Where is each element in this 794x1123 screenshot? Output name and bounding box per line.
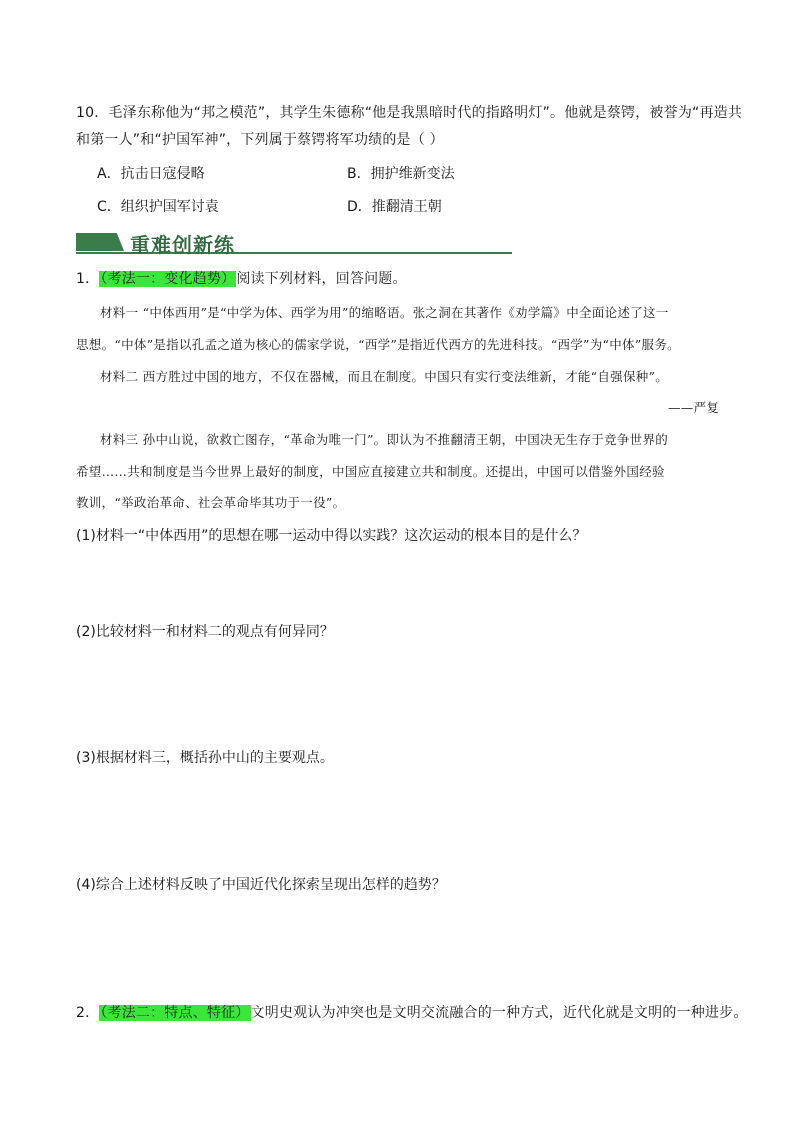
q1-material2-source: ——严复	[668, 400, 720, 415]
q1-material1-line1: 材料一 “中体西用”是“中学为体、西学为用”的缩略语。张之洞在其著作《劝学篇》中全面论述了这一	[100, 305, 669, 320]
q1-stem-line	[76, 269, 407, 289]
q1-material3-line3: 教训，“举政治革命、社会革命毕其功于一役”。	[76, 495, 346, 510]
q2-stem-line	[76, 1003, 748, 1023]
q1-material1-line2: 思想。“中体”是指以孔孟之道为核心的儒家学说，“西学”是指近代西方的先进科技。“西学”为“中体”服务。	[76, 337, 680, 352]
section-banner-bar	[76, 233, 124, 251]
q1-stem: 阅读下列材料，回答问题。	[236, 271, 407, 287]
q10-option-b[interactable]: B．拥护维新变法	[347, 166, 455, 182]
q10-line2: 和第一人”和“护国军神”，下列属于蔡锷将军功绩的是（ ）	[76, 132, 444, 148]
q1-material3-line2: 希望……共和制度是当今世界上最好的制度，中国应直接建立共和制度。还提出，中国可以借鉴外国经验	[76, 464, 665, 479]
q10-option-c[interactable]: C．组织护国军讨袁	[97, 199, 219, 215]
q1-tag-badge: （考法一：变化趋势）	[100, 271, 236, 287]
q10-option-d[interactable]: D．推翻清王朝	[347, 199, 442, 215]
q1-material3-line1: 材料三 孙中山说，欲救亡图存，“革命为唯一门”。即认为不推翻清王朝，中国决无生存于竞争世界的	[100, 432, 669, 447]
q2-number: 2．	[76, 1005, 100, 1021]
q1-subquestion-4: (4)综合上述材料反映了中国近代化探索呈现出怎样的趋势？	[76, 877, 446, 893]
q1-subquestion-2: (2)比较材料一和材料二的观点有何异同？	[76, 624, 334, 640]
q2-tag-badge: （考法二：特点、特征）	[100, 1005, 250, 1021]
q2-stem: 文明史观认为冲突也是文明交流融合的一种方式，近代化就是文明的一种进步。	[250, 1005, 748, 1021]
q1-material2-line1: 材料二 西方胜过中国的地方，不仅在器械，而且在制度。中国只有实行变法维新，才能“自强保种”。	[100, 369, 669, 384]
q1-subquestion-3: (3)根据材料三，概括孙中山的主要观点。	[76, 750, 334, 766]
q10-line1: 10．毛泽东称他为“邦之模范”，其学生朱德称“他是我黑暗时代的指路明灯”。他就是蔡锷，被誉为“再造共	[76, 105, 743, 121]
q1-subquestion-1: (1)材料一“中体西用”的思想在哪一运动中得以实践？这次运动的根本目的是什么？	[76, 528, 587, 544]
section-title: 重难创新练	[130, 233, 235, 257]
q1-number: 1．	[76, 271, 100, 287]
q10-option-a[interactable]: A．抗击日寇侵略	[97, 166, 205, 182]
